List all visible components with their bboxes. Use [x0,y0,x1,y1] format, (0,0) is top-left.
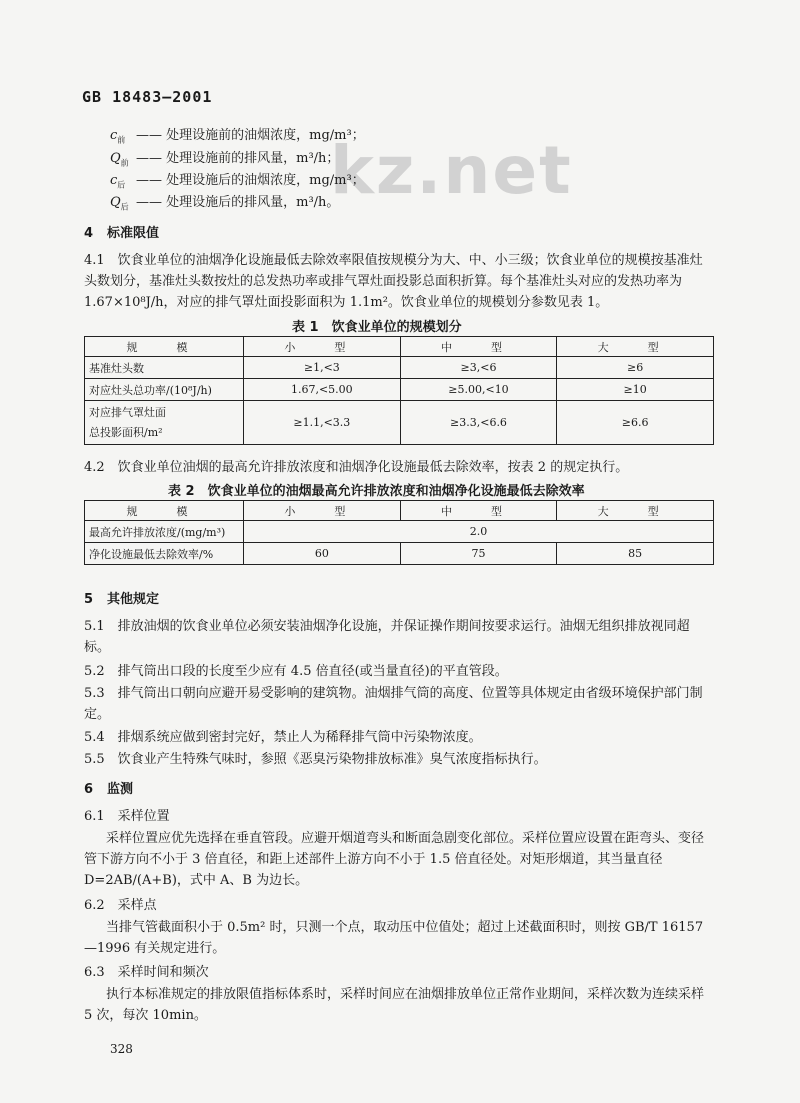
table-2-limits [84,500,714,565]
section-4-heading: 4 标准限值 [84,226,160,241]
subsection-6-3: 6.3 采样时间和频次 [84,965,209,980]
table-header: 规 模 [85,501,244,521]
table-row: 最高允许排放浓度/(mg/m³) 2.0 [85,521,714,543]
table-row: 对应排气罩灶面 总投影面积/m² ≥1.1,<3.3 ≥3.3,<6.6 ≥6.6 [85,401,714,445]
table-row: 基准灶头数 ≥1,<3 ≥3,<6 ≥6 [85,357,714,379]
watermark: kz.net [330,132,573,209]
section-6-heading: 6 监测 [84,782,134,797]
subsection-6-2-text: 当排气管截面积小于 0.5m² 时，只测一个点，取动压中位值处；超过上述截面积时，则按 GB/T 16157—1996 有关规定进行。 [84,920,704,956]
subsection-6-1-text: 采样位置应优先选择在垂直管段。应避开烟道弯头和断面急剧变化部位。采样位置应设置在距弯头、变径管下游方向不小于 3 倍直径，和距上述部件上游方向不小于 1.5 倍直径处。对矩形烟道，其当量直径 D=2AB/(A+B)，式中 A、B 为边长。 [84,831,705,888]
paragraph-4-1: 4.1 饮食业单位的油烟净化设施最低去除效率限值按规模分为大、中、小三级；饮食业单位的规模按基准灶头数划分，基准灶头数按灶的总发热功率或排气罩灶面投影总面积折算。每个基准灶头对应的发热功率为 1.67×10⁸J/h，对应的排气罩灶面投影面积为 1.1m²。饮食业单位的规模划分参数见表 1。 [84,253,703,310]
item-5-3: 5.3 排气筒出口朝向应避开易受影响的建筑物。油烟排气筒的高度、位置等具体规定由省级环境保护部门制定。 [84,686,703,722]
definition-item: $Q_后$ —— 处理设施后的排风量，m³/h。 [110,195,340,212]
subsection-6-2: 6.2 采样点 [84,898,157,913]
table-header: 大 型 [557,501,714,521]
table-header: 大 型 [557,337,714,357]
table-header: 小 型 [244,501,401,521]
table-2-caption: 表 2 饮食业单位的油烟最高允许排放浓度和油烟净化设施最低去除效率 [168,484,585,499]
table-header: 中 型 [400,337,557,357]
standard-code: GB 18483—2001 [82,88,213,106]
subsection-6-3-text: 执行本标准规定的排放限值指标体系时，采样时间应在油烟排放单位正常作业期间，采样次数为连续采样 5 次，每次 10min。 [84,987,705,1023]
section-5-heading: 5 其他规定 [84,592,160,607]
table-header: 小 型 [244,337,401,357]
item-5-2: 5.2 排气筒出口段的长度至少应有 4.5 倍直径(或当量直径)的平直管段。 [84,664,508,679]
definition-item: $c_前$ —— 处理设施前的油烟浓度，mg/m³； [110,128,365,145]
item-5-1: 5.1 排放油烟的饮食业单位必须安装油烟净化设施，并保证操作期间按要求运行。油烟无组织排放视同超标。 [84,619,690,655]
table-header: 中 型 [400,501,557,521]
paragraph-4-2: 4.2 饮食业单位油烟的最高允许排放浓度和油烟净化设施最低去除效率，按表 2 的规定执行。 [84,460,629,475]
item-5-4: 5.4 排烟系统应做到密封完好，禁止人为稀释排气筒中污染物浓度。 [84,730,482,745]
table-1-caption: 表 1 饮食业单位的规模划分 [292,320,462,335]
table-1-scale [84,336,714,445]
definition-item: $Q_前$ —— 处理设施前的排风量，m³/h； [110,151,340,168]
page-number: 328 [110,1042,133,1056]
table-header: 规 模 [85,337,244,357]
item-5-5: 5.5 饮食业产生特殊气味时，参照《恶臭污染物排放标准》臭气浓度指标执行。 [84,752,547,767]
table-row: 净化设施最低去除效率/% 60 75 85 [85,543,714,565]
subsection-6-1: 6.1 采样位置 [84,809,170,824]
table-row: 对应灶头总功率/(10⁸J/h) 1.67,<5.00 ≥5.00,<10 ≥10 [85,379,714,401]
definition-item: $c_后$ —— 处理设施后的油烟浓度，mg/m³； [110,173,365,190]
